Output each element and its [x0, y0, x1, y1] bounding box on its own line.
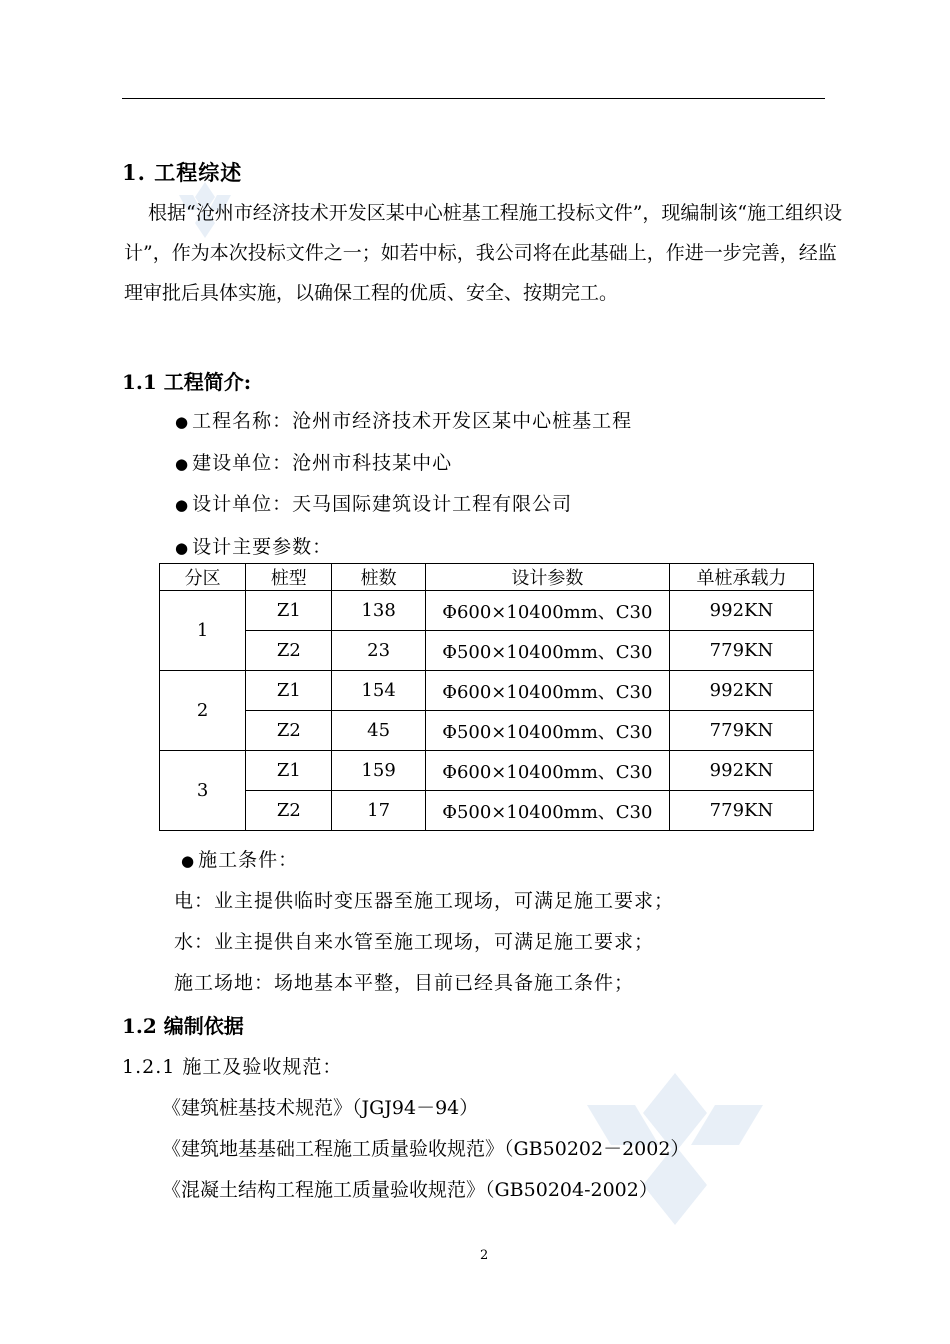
bullet-dot-icon: ●	[175, 455, 190, 473]
pile-count-cell: 23	[332, 631, 425, 671]
pile-type-cell: Z2	[246, 791, 332, 831]
pile-type-cell: Z2	[246, 711, 332, 751]
design-param-cell: Φ500×10400mm、C30	[425, 711, 669, 751]
table-row	[160, 751, 814, 791]
zone-cell: 1	[160, 591, 246, 671]
page-number: 2	[480, 1248, 489, 1263]
pile-type-cell: Z1	[246, 671, 332, 711]
bullet-dot-icon: ●	[175, 496, 190, 514]
bullet-dot-icon: ●	[181, 852, 196, 870]
bearing-capacity-cell: 992KN	[669, 751, 813, 791]
design-params-table	[159, 563, 814, 831]
bearing-capacity-cell: 779KN	[669, 791, 813, 831]
bullet-client: ● 建设单位：沧州市科技某中心	[175, 452, 453, 474]
table-row	[160, 711, 814, 751]
table-row	[160, 791, 814, 831]
condition-site: 施工场地：场地基本平整，目前已经具备施工条件；	[174, 972, 635, 994]
col-header-design-param: 设计参数	[425, 564, 669, 591]
bearing-capacity-cell: 992KN	[669, 591, 813, 631]
table-row	[160, 671, 814, 711]
pile-count-cell: 17	[332, 791, 425, 831]
bearing-capacity-cell: 992KN	[669, 671, 813, 711]
zone-cell: 3	[160, 751, 246, 831]
pile-type-cell: Z1	[246, 751, 332, 791]
zone-cell: 2	[160, 671, 246, 751]
design-param-cell: Φ600×10400mm、C30	[425, 671, 669, 711]
col-header-bearing-capacity: 单桩承载力	[669, 564, 813, 591]
bearing-capacity-cell: 779KN	[669, 631, 813, 671]
heading-project-intro: 1.1 工程简介:	[122, 370, 252, 394]
design-param-cell: Φ500×10400mm、C30	[425, 631, 669, 671]
design-param-cell: Φ600×10400mm、C30	[425, 751, 669, 791]
pile-count-cell: 159	[332, 751, 425, 791]
table-header-row	[160, 564, 814, 591]
bullet-design-params: ● 设计主要参数：	[175, 536, 333, 558]
bearing-capacity-cell: 779KN	[669, 711, 813, 751]
pile-type-cell: Z2	[246, 631, 332, 671]
design-param-cell: Φ500×10400mm、C30	[425, 791, 669, 831]
pile-count-cell: 138	[332, 591, 425, 631]
col-header-zone: 分区	[160, 564, 246, 591]
col-header-pile-count: 桩数	[332, 564, 425, 591]
standard-item: 《建筑地基基础工程施工质量验收规范》（GB50202－2002）	[162, 1138, 690, 1160]
design-param-cell: Φ600×10400mm、C30	[425, 591, 669, 631]
pile-count-cell: 45	[332, 711, 425, 751]
header-rule	[122, 98, 825, 99]
bullet-conditions: ● 施工条件：	[181, 849, 299, 871]
pile-type-cell: Z1	[246, 591, 332, 631]
table-row	[160, 591, 814, 631]
pile-count-cell: 154	[332, 671, 425, 711]
heading-project-overview: 1. 工程综述	[122, 160, 243, 185]
col-header-pile-type: 桩型	[246, 564, 332, 591]
intro-paragraph: 根据“沧州市经济技术开发区某中心桩基工程施工投标文件”，现编制该“施工组织设计”，作为本次投标文件之一；如若中标，我公司将在此基础上，作进一步完善，经监理审批后具体实施，以确保工程的优质、安全、按期完工。	[124, 202, 843, 304]
standard-item: 《建筑桩基技术规范》（JGJ94－94）	[162, 1097, 479, 1119]
subheading-standards: 1.2.1 施工及验收规范：	[122, 1056, 343, 1078]
condition-water: 水：业主提供自来水管至施工现场，可满足施工要求；	[174, 931, 655, 953]
bullet-dot-icon: ●	[175, 539, 190, 557]
condition-electricity: 电：业主提供临时变压器至施工现场，可满足施工要求；	[174, 890, 675, 912]
bullet-dot-icon: ●	[175, 413, 190, 431]
heading-basis: 1.2 编制依据	[122, 1014, 244, 1038]
standard-item: 《混凝土结构工程施工质量验收规范》（GB50204-2002）	[162, 1179, 658, 1201]
table-row	[160, 631, 814, 671]
bullet-project-name: ● 工程名称：沧州市经济技术开发区某中心桩基工程	[175, 410, 633, 432]
bullet-designer: ● 设计单位：天马国际建筑设计工程有限公司	[175, 493, 573, 515]
